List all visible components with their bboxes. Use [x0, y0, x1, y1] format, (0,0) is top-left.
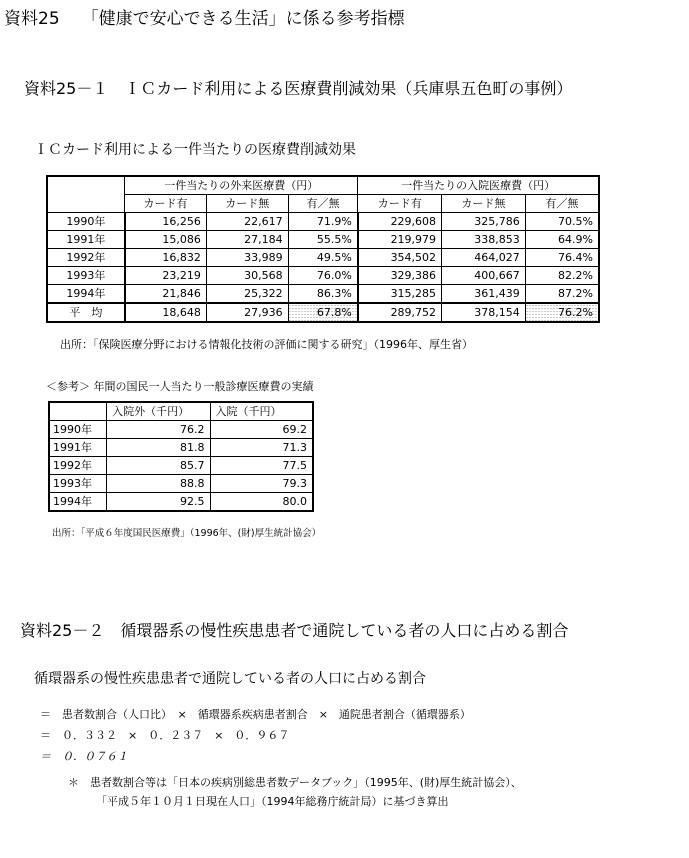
reference-title: ＜参考＞ 年間の国民一人当たり一般診療医療費の実績: [46, 380, 314, 393]
outpatient-group-header: 一件当たりの外来医療費（円）: [125, 176, 358, 195]
year-cell: 1991年: [49, 439, 107, 457]
table1-column-header-row: [47, 195, 599, 213]
table-row: [49, 493, 313, 512]
column-header: カード無: [206, 195, 288, 213]
table-row: [47, 249, 599, 267]
value-cell: 325,786: [442, 213, 526, 231]
table-row: [49, 457, 313, 475]
value-cell: 71.3: [210, 439, 313, 457]
value-cell: 23,219: [125, 267, 207, 285]
section2-subheading: 循環器系の慢性疾患患者で通院している者の人口に占める割合: [34, 671, 426, 687]
year-cell: 1992年: [47, 249, 125, 267]
table1-source: 出所：「保険医療分野における情報化技術の評価に関する研究」（1996年、厚生省）: [60, 338, 473, 351]
value-cell: 18,648: [125, 303, 207, 322]
ratio-cell: 49.5%: [288, 249, 358, 267]
year-cell: 1993年: [49, 475, 107, 493]
value-cell: 21,846: [125, 285, 207, 304]
value-cell: 16,832: [125, 249, 207, 267]
reference-table: [48, 401, 314, 512]
column-header: 有／無: [525, 195, 599, 213]
ic-card-effect-table: [46, 175, 600, 323]
section1-heading: 資料25－１ ＩＣカード利用による医療費削減効果（兵庫県五色町の事例）: [24, 79, 573, 98]
table-row: [47, 267, 599, 285]
value-cell: 25,322: [206, 285, 288, 304]
ratio-cell: 71.9%: [288, 213, 358, 231]
year-cell: 1992年: [49, 457, 107, 475]
value-cell: 354,502: [358, 249, 442, 267]
value-cell: 76.2: [107, 421, 210, 439]
column-header: カード有: [358, 195, 442, 213]
value-cell: 338,853: [442, 231, 526, 249]
ratio-cell: 70.5%: [525, 213, 599, 231]
table1-title: ＩＣカード利用による一件当たりの医療費削減効果: [34, 142, 356, 158]
ratio-cell: 76.4%: [525, 249, 599, 267]
formula-line-1: ＝ 患者数割合（人口比） × 循環器系疾病患者割合 × 通院患者割合（循環器系）: [40, 708, 471, 721]
formula-result: ＝ ０．０７６１: [40, 750, 128, 763]
column-header: カード無: [442, 195, 526, 213]
value-cell: 69.2: [210, 421, 313, 439]
value-cell: 315,285: [358, 285, 442, 304]
table-row: [47, 285, 599, 304]
table-row: [49, 439, 313, 457]
value-cell: 229,608: [358, 213, 442, 231]
ratio-cell: 87.2%: [525, 285, 599, 304]
ratio-cell: 86.3%: [288, 285, 358, 304]
column-header: カード有: [125, 195, 207, 213]
reference-corner-cell: [49, 402, 107, 421]
table-row: [49, 421, 313, 439]
year-cell: 1994年: [47, 285, 125, 304]
ratio-cell: 76.0%: [288, 267, 358, 285]
value-cell: 361,439: [442, 285, 526, 304]
value-cell: 77.5: [210, 457, 313, 475]
year-cell: 1991年: [47, 231, 125, 249]
year-cell: 1993年: [47, 267, 125, 285]
value-cell: 400,667: [442, 267, 526, 285]
table-row: [47, 213, 599, 231]
note-line-1: ＊ 患者数割合等は「日本の疾病別総患者数データブック」（1995年、(財)厚生統計協会）、: [68, 776, 522, 789]
value-cell: 88.8: [107, 475, 210, 493]
ratio-cell: 82.2%: [525, 267, 599, 285]
value-cell: 16,256: [125, 213, 207, 231]
value-cell: 33,989: [206, 249, 288, 267]
value-cell: 27,936: [206, 303, 288, 322]
value-cell: 15,086: [125, 231, 207, 249]
column-header: 入院外（千円）: [107, 402, 210, 421]
reference-header-row: [49, 402, 313, 421]
ratio-cell-highlighted: 76.2%: [525, 303, 599, 322]
table-row: [47, 231, 599, 249]
value-cell: 79.3: [210, 475, 313, 493]
value-cell: 289,752: [358, 303, 442, 322]
section2-heading: 資料25－２ 循環器系の慢性疾患患者で通院している者の人口に占める割合: [20, 621, 569, 640]
value-cell: 80.0: [210, 493, 313, 512]
formula-line-2: ＝ ０．３３２ × ０．２３７ × ０．９６７: [40, 729, 290, 742]
ratio-cell: 64.9%: [525, 231, 599, 249]
value-cell: 30,568: [206, 267, 288, 285]
value-cell: 81.8: [107, 439, 210, 457]
value-cell: 92.5: [107, 493, 210, 512]
ratio-cell: 55.5%: [288, 231, 358, 249]
page-title-text: 「健康で安心できる生活」に係る参考指標: [81, 9, 405, 29]
reference-source: 出所：「平成６年度国民医療費」（1996年、(財)厚生統計協会）: [52, 528, 322, 539]
column-header: 有／無: [288, 195, 358, 213]
column-header: 入院（千円）: [210, 402, 313, 421]
year-cell: 1990年: [49, 421, 107, 439]
value-cell: 27,184: [206, 231, 288, 249]
table1-group-header-row: [47, 176, 599, 195]
year-cell: 1994年: [49, 493, 107, 512]
table-row: [49, 475, 313, 493]
page-title: [4, 4, 405, 29]
table1-corner-cell: [47, 176, 125, 213]
value-cell: 85.7: [107, 457, 210, 475]
average-label: 平 均: [47, 303, 125, 322]
value-cell: 219,979: [358, 231, 442, 249]
value-cell: 329,386: [358, 267, 442, 285]
value-cell: 464,027: [442, 249, 526, 267]
ratio-cell-highlighted: 67.8%: [288, 303, 358, 322]
inpatient-group-header: 一件当たりの入院医療費（円）: [358, 176, 599, 195]
value-cell: 22,617: [206, 213, 288, 231]
value-cell: 378,154: [442, 303, 526, 322]
average-row: [47, 303, 599, 322]
year-cell: 1990年: [47, 213, 125, 231]
note-line-2: 「平成５年１０月１日現在人口」（1994年総務庁統計局）に基づき算出: [96, 795, 449, 808]
page-title-number: 資料25: [4, 9, 60, 29]
